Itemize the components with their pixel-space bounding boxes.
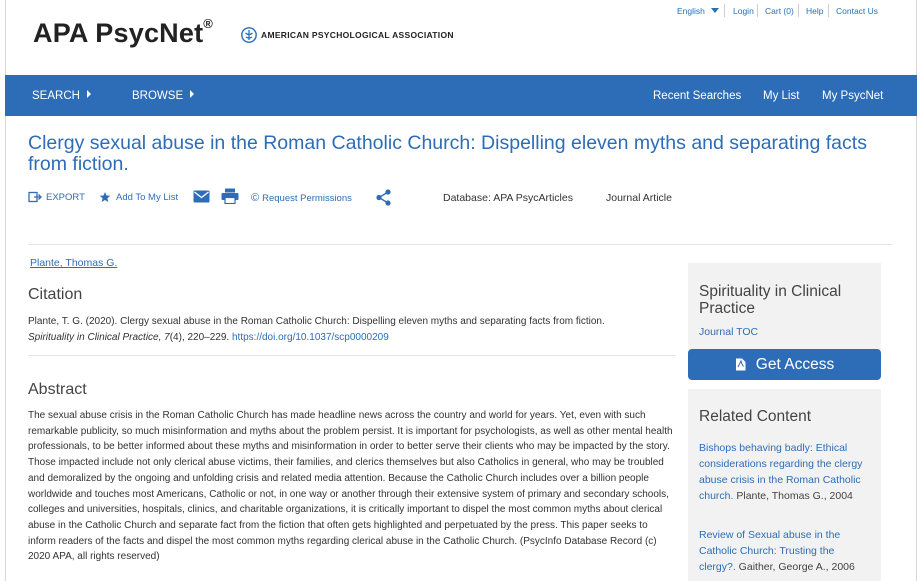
pdf-icon — [735, 358, 746, 371]
citation-text: Plante, T. G. (2020). Clergy sexual abuse in the Roman Catholic Church: Dispelling eleven myths and separating facts from fiction. Spirituality in Clinical Practice, 7(4), 220–229. https://doi.org/10.1037/scp0000209 — [28, 316, 605, 343]
copyright-icon: © — [251, 192, 260, 204]
star-icon — [99, 191, 111, 203]
divider — [757, 4, 758, 17]
chevron-down-icon — [711, 8, 719, 13]
chevron-right-icon — [87, 90, 91, 98]
nav-my-list[interactable]: My List — [763, 90, 800, 102]
cart-link[interactable]: Cart (0) — [765, 6, 794, 16]
journal-toc-link[interactable]: Journal TOC — [699, 326, 759, 338]
related-item-link[interactable]: Bishops behaving badly: Ethical considerations regarding the clergy abuse crisis in the Roman Catholic church. — [699, 442, 863, 502]
login-link[interactable]: Login — [733, 6, 754, 16]
print-icon[interactable] — [221, 188, 239, 204]
export-icon — [28, 191, 42, 203]
add-to-list-button[interactable]: Add To My List — [99, 191, 178, 203]
help-link[interactable]: Help — [806, 6, 824, 16]
author-link[interactable]: Plante, Thomas G. — [30, 257, 118, 269]
request-permissions-link[interactable]: © Request Permissions — [251, 192, 352, 204]
divider — [28, 355, 676, 356]
divider — [724, 4, 725, 17]
nav-recent-searches[interactable]: Recent Searches — [653, 90, 742, 102]
divider — [828, 4, 829, 17]
article-title: Clergy sexual abuse in the Roman Catholic Church: Dispelling eleven myths and separating facts from fiction. — [28, 132, 867, 175]
apa-org-name[interactable]: AMERICAN PSYCHOLOGICAL ASSOCIATION — [261, 30, 454, 40]
citation-journal: Spirituality in Clinical Practice, 7 — [28, 331, 170, 343]
database-label: Database: APA PsycArticles — [443, 192, 573, 204]
nav-browse[interactable]: BROWSE — [132, 90, 194, 102]
nav-my-psycnet[interactable]: My PsycNet — [822, 90, 884, 102]
nav-search[interactable]: SEARCH — [32, 90, 91, 102]
journal-title[interactable]: Spirituality in Clinical Practice — [699, 283, 842, 317]
apa-psycnet-logo[interactable]: APA PsycNet® — [33, 16, 214, 48]
apa-emblem-icon — [241, 27, 257, 43]
related-item-link[interactable]: Review of Sexual abuse in the Catholic Church: Trusting the clergy?. — [699, 529, 841, 573]
related-item: Bishops behaving badly: Ethical considerations regarding the clergy abuse crisis in the Roman Catholic church. Plante, Thomas G., 2004 — [699, 442, 863, 502]
share-icon[interactable] — [376, 189, 391, 206]
get-access-button[interactable]: Get Access — [688, 349, 881, 380]
abstract-heading: Abstract — [28, 381, 87, 398]
citation-heading: Citation — [28, 286, 83, 303]
abstract-text: The sexual abuse crisis in the Roman Catholic Church has made headline news across the country and world for years. Yet, even with such remarkable publicity, so much misinformation and myths about the problem persist. It is important for psychologists, as well as other mental health professionals, to be better informed about these myths and misinformation in order to better serve their clients who may be impacted by the story. Those impacted include not only clerical abuse victims, their families, and clerics themselves but also Catholics in general, who may be troubled and demoralized by the ongoing and unfolding crisis and related media attention. Because the Catholic Church includes over a billion people worldwide and touches most Americans, Catholic or not, in one way or another through their extensive system of primary and secondary schools, colleges and universities, hospitals, clinics, and charitable organizations, it is critically important to dispel the most common myths about clerical abuse in the Catholic Church and separate fact from the fiction that often gets highlighted and perpetuated by the press. This paper seeks to inform readers of the facts and dispel the most common myths regarding clerical abuse in the Catholic Church. (PsycInfo Database Record (c) 2020 APA, all rights reserved) — [28, 410, 673, 563]
related-item: Review of Sexual abuse in the Catholic Church: Trusting the clergy?. Gaither, George A., 2006 — [699, 529, 855, 573]
chevron-right-icon — [190, 90, 194, 98]
document-type: Journal Article — [606, 192, 672, 204]
doi-link[interactable]: https://doi.org/10.1037/scp0000209 — [231, 331, 389, 343]
email-icon[interactable] — [193, 190, 210, 203]
divider — [798, 4, 799, 17]
export-button[interactable]: EXPORT — [28, 191, 85, 203]
language-selector[interactable]: English — [677, 6, 719, 16]
divider — [28, 244, 893, 245]
related-content-heading: Related Content — [699, 408, 812, 425]
contact-us-link[interactable]: Contact Us — [836, 6, 879, 16]
